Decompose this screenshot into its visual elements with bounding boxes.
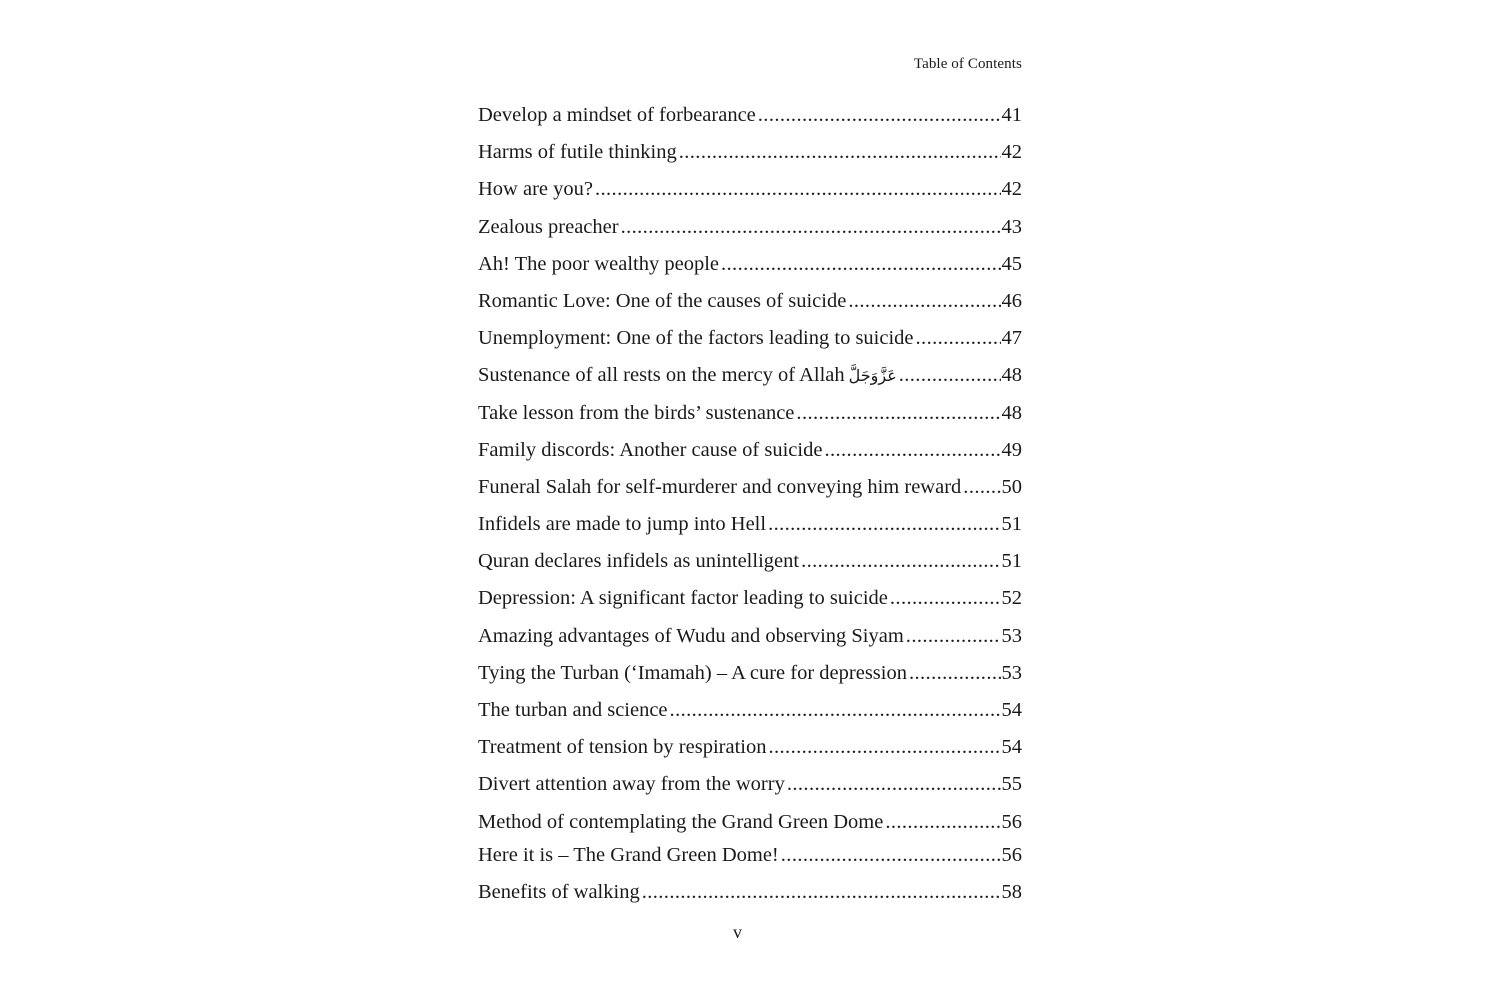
toc-dot-leader xyxy=(768,732,1000,762)
toc-entry-page: 43 xyxy=(1001,215,1022,238)
toc-dot-leader xyxy=(906,621,1001,651)
toc-dot-leader xyxy=(909,658,1001,688)
toc-dot-leader xyxy=(758,100,1001,130)
toc-entry xyxy=(478,286,1022,323)
toc-dot-leader xyxy=(890,583,1001,613)
arabic-honorific: عَزَّوَجَلَّ xyxy=(848,366,897,386)
toc-entry-page: 45 xyxy=(1001,252,1022,275)
toc-entry xyxy=(478,435,1022,472)
toc-entry-page: 56 xyxy=(1001,844,1022,867)
toc-dot-leader xyxy=(781,840,1001,870)
toc-entry-page: 51 xyxy=(1001,550,1022,573)
toc-entry-page: 42 xyxy=(1001,178,1022,201)
toc-entry-title: Family discords: Another cause of suicide xyxy=(478,438,823,461)
toc-dot-leader xyxy=(848,286,1000,316)
toc-entry-title: Ah! The poor wealthy people xyxy=(478,252,719,275)
toc-entry-page: 48 xyxy=(1001,401,1022,424)
toc-entry xyxy=(478,398,1022,435)
toc-entry-page: 50 xyxy=(1001,475,1022,498)
toc-entry-title: Method of contemplating the Grand Green Dome xyxy=(478,810,884,833)
toc-entry-page: 58 xyxy=(1001,881,1022,904)
toc-entry xyxy=(478,212,1022,249)
toc-entry-title: The turban and science xyxy=(478,699,668,721)
toc-entry-page: 48 xyxy=(1001,364,1022,387)
table-of-contents xyxy=(478,100,1022,914)
toc-entry xyxy=(478,546,1022,583)
toc-entry xyxy=(478,323,1022,360)
toc-entry-title: Take lesson from the birds’ sustenance xyxy=(478,401,795,424)
toc-entry-title: Tying the Turban (‘Imamah) – A cure for depression xyxy=(478,661,907,684)
toc-dot-leader xyxy=(899,360,1001,390)
toc-entry-page: 54 xyxy=(1001,736,1022,759)
toc-dot-leader xyxy=(721,249,1001,279)
toc-dot-leader xyxy=(796,398,1000,428)
toc-dot-leader xyxy=(885,807,1000,837)
toc-entry-title: Amazing advantages of Wudu and observing Siyam xyxy=(478,624,904,647)
toc-entry-page: 53 xyxy=(1001,624,1022,647)
toc-entry xyxy=(478,769,1022,806)
toc-entry-title: Sustenance of all rests on the mercy of Allah xyxy=(478,364,845,387)
toc-entry-page: 53 xyxy=(1001,661,1022,684)
toc-entry-title: Harms of futile thinking xyxy=(478,141,677,164)
toc-entry-page: 41 xyxy=(1001,104,1022,126)
toc-dot-leader xyxy=(801,546,1000,576)
toc-entry-page: 54 xyxy=(1001,699,1022,721)
toc-entry-title: Funeral Salah for self-murderer and conveying him reward xyxy=(478,475,962,498)
toc-entry-title: Unemployment: One of the factors leading to suicide xyxy=(478,327,914,350)
toc-entry-title: Treatment of tension by respiration xyxy=(478,736,767,759)
toc-entry-title: Infidels are made to jump into Hell xyxy=(478,513,767,536)
toc-entry xyxy=(478,100,1022,137)
toc-entry xyxy=(478,174,1022,211)
toc-entry xyxy=(478,583,1022,620)
toc-entry xyxy=(478,732,1022,769)
toc-entry-title-with-honorific xyxy=(478,360,899,391)
toc-entry xyxy=(478,249,1022,286)
toc-entry-title: Benefits of walking xyxy=(478,881,640,904)
toc-entry-page: 52 xyxy=(1001,587,1022,610)
toc-entry xyxy=(478,509,1022,546)
toc-entry xyxy=(478,658,1022,695)
toc-dot-leader xyxy=(963,472,1000,502)
toc-entry xyxy=(478,137,1022,174)
toc-entry-page: 42 xyxy=(1001,141,1022,164)
toc-dot-leader xyxy=(768,509,1000,539)
toc-dot-leader xyxy=(642,877,1001,907)
toc-dot-leader xyxy=(787,769,1001,799)
toc-dot-leader xyxy=(824,435,1000,465)
toc-dot-leader xyxy=(916,323,1001,353)
toc-entry xyxy=(478,695,1022,732)
toc-entry xyxy=(478,877,1022,914)
toc-entry-title: How are you? xyxy=(478,178,593,201)
running-header: Table of Contents xyxy=(913,56,1022,72)
toc-entry-page: 47 xyxy=(1001,327,1022,350)
toc-dot-leader xyxy=(621,212,1001,242)
toc-dot-leader xyxy=(679,137,1001,167)
toc-entry xyxy=(478,360,1022,397)
toc-entry-title: Divert attention away from the worry xyxy=(478,773,785,796)
toc-entry-page: 55 xyxy=(1001,773,1022,796)
toc-entry xyxy=(478,472,1022,509)
toc-dot-leader xyxy=(670,695,1001,725)
toc-entry-page: 49 xyxy=(1001,438,1022,461)
toc-entry-title: Romantic Love: One of the causes of suicide xyxy=(478,289,847,312)
toc-dot-leader xyxy=(595,174,1001,204)
toc-entry-title: Quran declares infidels as unintelligent xyxy=(478,550,800,573)
page-number: v xyxy=(733,922,742,942)
toc-entry xyxy=(478,840,1022,877)
toc-entry-page: 46 xyxy=(1001,289,1022,312)
toc-entry-title: Develop a mindset of forbearance xyxy=(478,104,756,126)
toc-entry-page: 51 xyxy=(1001,513,1022,536)
toc-entry xyxy=(478,807,1022,841)
toc-entry-page: 56 xyxy=(1001,810,1022,833)
toc-entry-title: Depression: A significant factor leading to suicide xyxy=(478,587,888,610)
toc-entry-title: Zealous preacher xyxy=(478,215,619,238)
toc-entry xyxy=(478,621,1022,658)
toc-entry-title: Here it is – The Grand Green Dome! xyxy=(478,844,779,867)
